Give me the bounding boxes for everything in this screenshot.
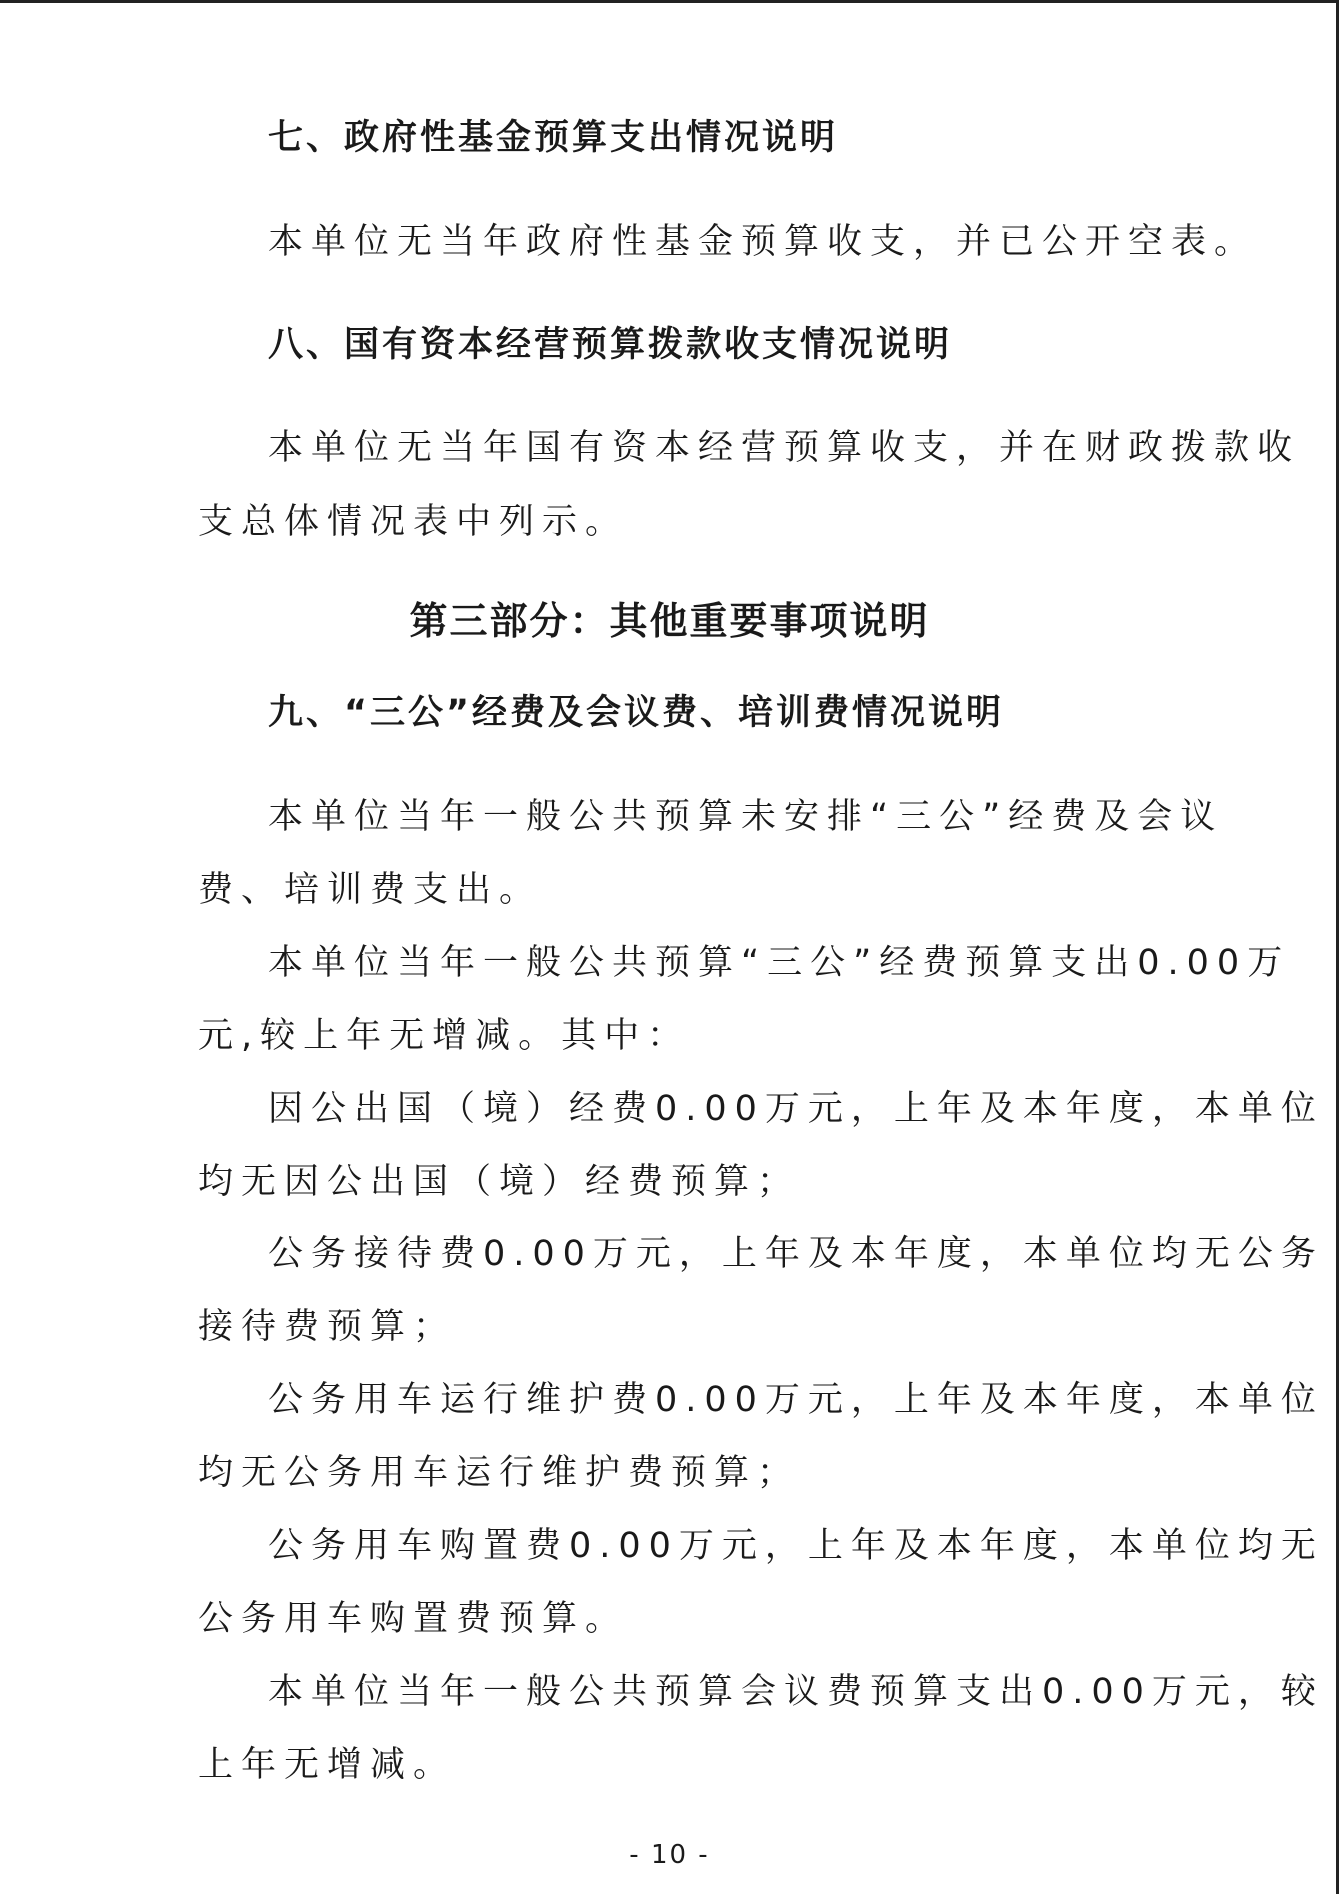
- section-9-paragraph-line: 元,较上年无增减。其中：: [198, 1016, 691, 1056]
- section-9-paragraph-line: 接待费预算；: [198, 1307, 457, 1347]
- section-9-paragraph-line: 费、培训费支出。: [198, 870, 543, 910]
- section-9-heading: 九、“三公”经费及会议费、培训费情况说明: [268, 693, 1005, 733]
- section-9-paragraph-line: 本单位当年一般公共预算未安排“三公”经费及会议: [268, 797, 1224, 837]
- section-9-paragraph-line: 本单位当年一般公共预算会议费预算支出0.00万元，较: [268, 1672, 1324, 1712]
- section-7-paragraph-line: 本单位无当年政府性基金预算收支，并已公开空表。: [268, 222, 1258, 262]
- section-7-heading: 七、政府性基金预算支出情况说明: [268, 118, 839, 158]
- part-3-title: 第三部分：其他重要事项说明: [409, 599, 930, 643]
- section-9-paragraph-line: 均无因公出国（境）经费预算；: [198, 1162, 801, 1202]
- page-top-border: [0, 0, 1339, 3]
- section-9-paragraph-line: 公务接待费0.00万元，上年及本年度，本单位均无公务: [268, 1234, 1324, 1274]
- section-9-paragraph-line: 均无公务用车运行维护费预算；: [198, 1453, 801, 1493]
- section-9-paragraph-line: 公务用车购置费0.00万元，上年及本年度，本单位均无: [268, 1526, 1324, 1566]
- section-9-paragraph-line: 公务用车运行维护费0.00万元，上年及本年度，本单位: [268, 1380, 1324, 1420]
- section-8-heading: 八、国有资本经营预算拨款收支情况说明: [268, 325, 953, 365]
- section-9-paragraph-line: 上年无增减。: [198, 1745, 457, 1785]
- section-9-paragraph-line: 因公出国（境）经费0.00万元，上年及本年度，本单位: [268, 1089, 1324, 1129]
- section-9-paragraph-line: 本单位当年一般公共预算“三公”经费预算支出0.00万: [268, 943, 1291, 983]
- section-9-paragraph-line: 公务用车购置费预算。: [198, 1599, 629, 1639]
- section-8-paragraph-line: 本单位无当年国有资本经营预算收支，并在财政拨款收: [268, 428, 1301, 468]
- page-number: - 10 -: [629, 1840, 710, 1870]
- section-8-paragraph-line: 支总体情况表中列示。: [198, 502, 629, 542]
